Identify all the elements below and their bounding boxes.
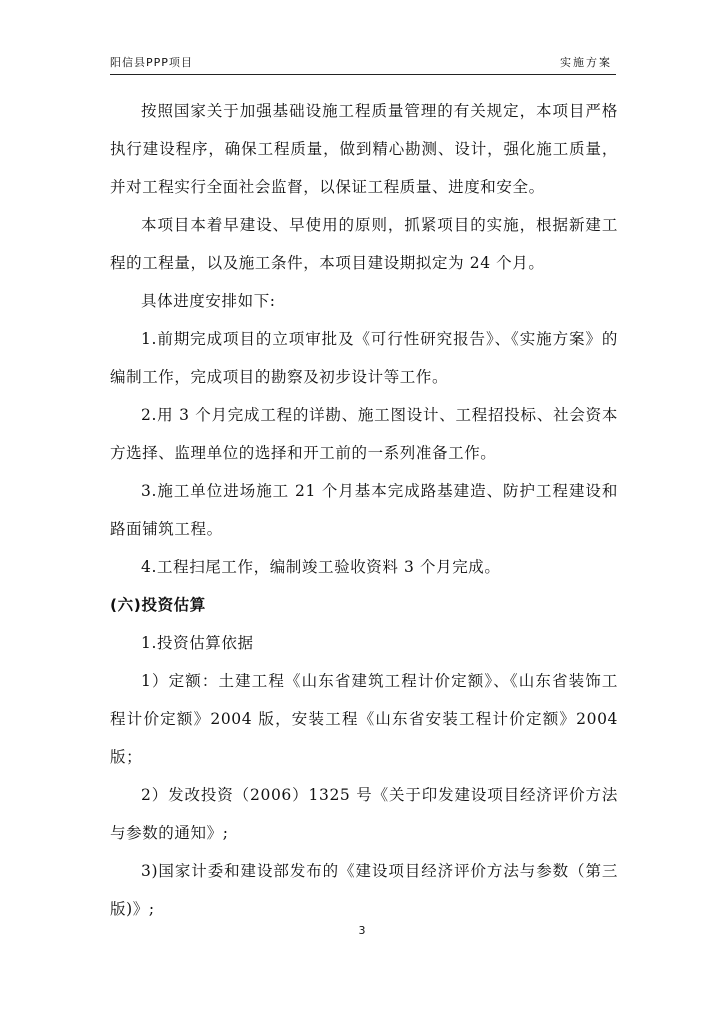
paragraph-estimate-basis-3: 3)国家计委和建设部发布的《建设项目经济评价方法与参数（第三版)》; [110, 862, 618, 918]
paragraph-schedule-item-1: 1.前期完成项目的立项审批及《可行性研究报告》、《实施方案》的编制工作，完成项目的勘察及初步设计等工作。 [110, 330, 618, 386]
page-number: 3 [358, 924, 366, 937]
document-body [110, 92, 618, 928]
header-document-type: 实施方案 [560, 56, 612, 69]
paragraph-schedule-item-4: 4.工程扫尾工作，编制竣工验收资料 3 个月完成。 [141, 558, 501, 576]
paragraph-schedule-item-3: 3.施工单位进场施工 21 个月基本完成路基建造、防护工程建设和路面铺筑工程。 [110, 482, 618, 538]
paragraph-estimate-basis-1: 1）定额：土建工程《山东省建筑工程计价定额》、《山东省装饰工程计价定额》2004 版，安装工程《山东省安装工程计价定额》2004 版； [110, 672, 618, 766]
paragraph-schedule-intro: 具体进度安排如下: [141, 292, 276, 310]
page-header [110, 52, 616, 75]
paragraph-estimate-basis-title: 1.投资估算依据 [141, 634, 254, 652]
paragraph-construction-period: 本项目本着早建设、早使用的原则，抓紧项目的实施，根据新建工程的工程量，以及施工条件，本项目建设期拟定为 24 个月。 [110, 216, 618, 272]
header-project-name: 阳信县PPP项目 [110, 56, 193, 69]
section-heading-investment-estimate: (六)投资估算 [110, 596, 206, 614]
paragraph-quality-management: 按照国家关于加强基础设施工程质量管理的有关规定，本项目严格执行建设程序，确保工程质量，做到精心勘测、设计，强化施工质量，并对工程实行全面社会监督，以保证工程质量、进度和安全。 [110, 102, 618, 196]
paragraph-estimate-basis-2: 2）发改投资（2006）1325 号《关于印发建设项目经济评价方法与参数的通知》; [110, 786, 618, 842]
paragraph-schedule-item-2: 2.用 3 个月完成工程的详勘、施工图设计、工程招投标、社会资本方选择、监理单位的选择和开工前的一系列准备工作。 [110, 406, 618, 462]
